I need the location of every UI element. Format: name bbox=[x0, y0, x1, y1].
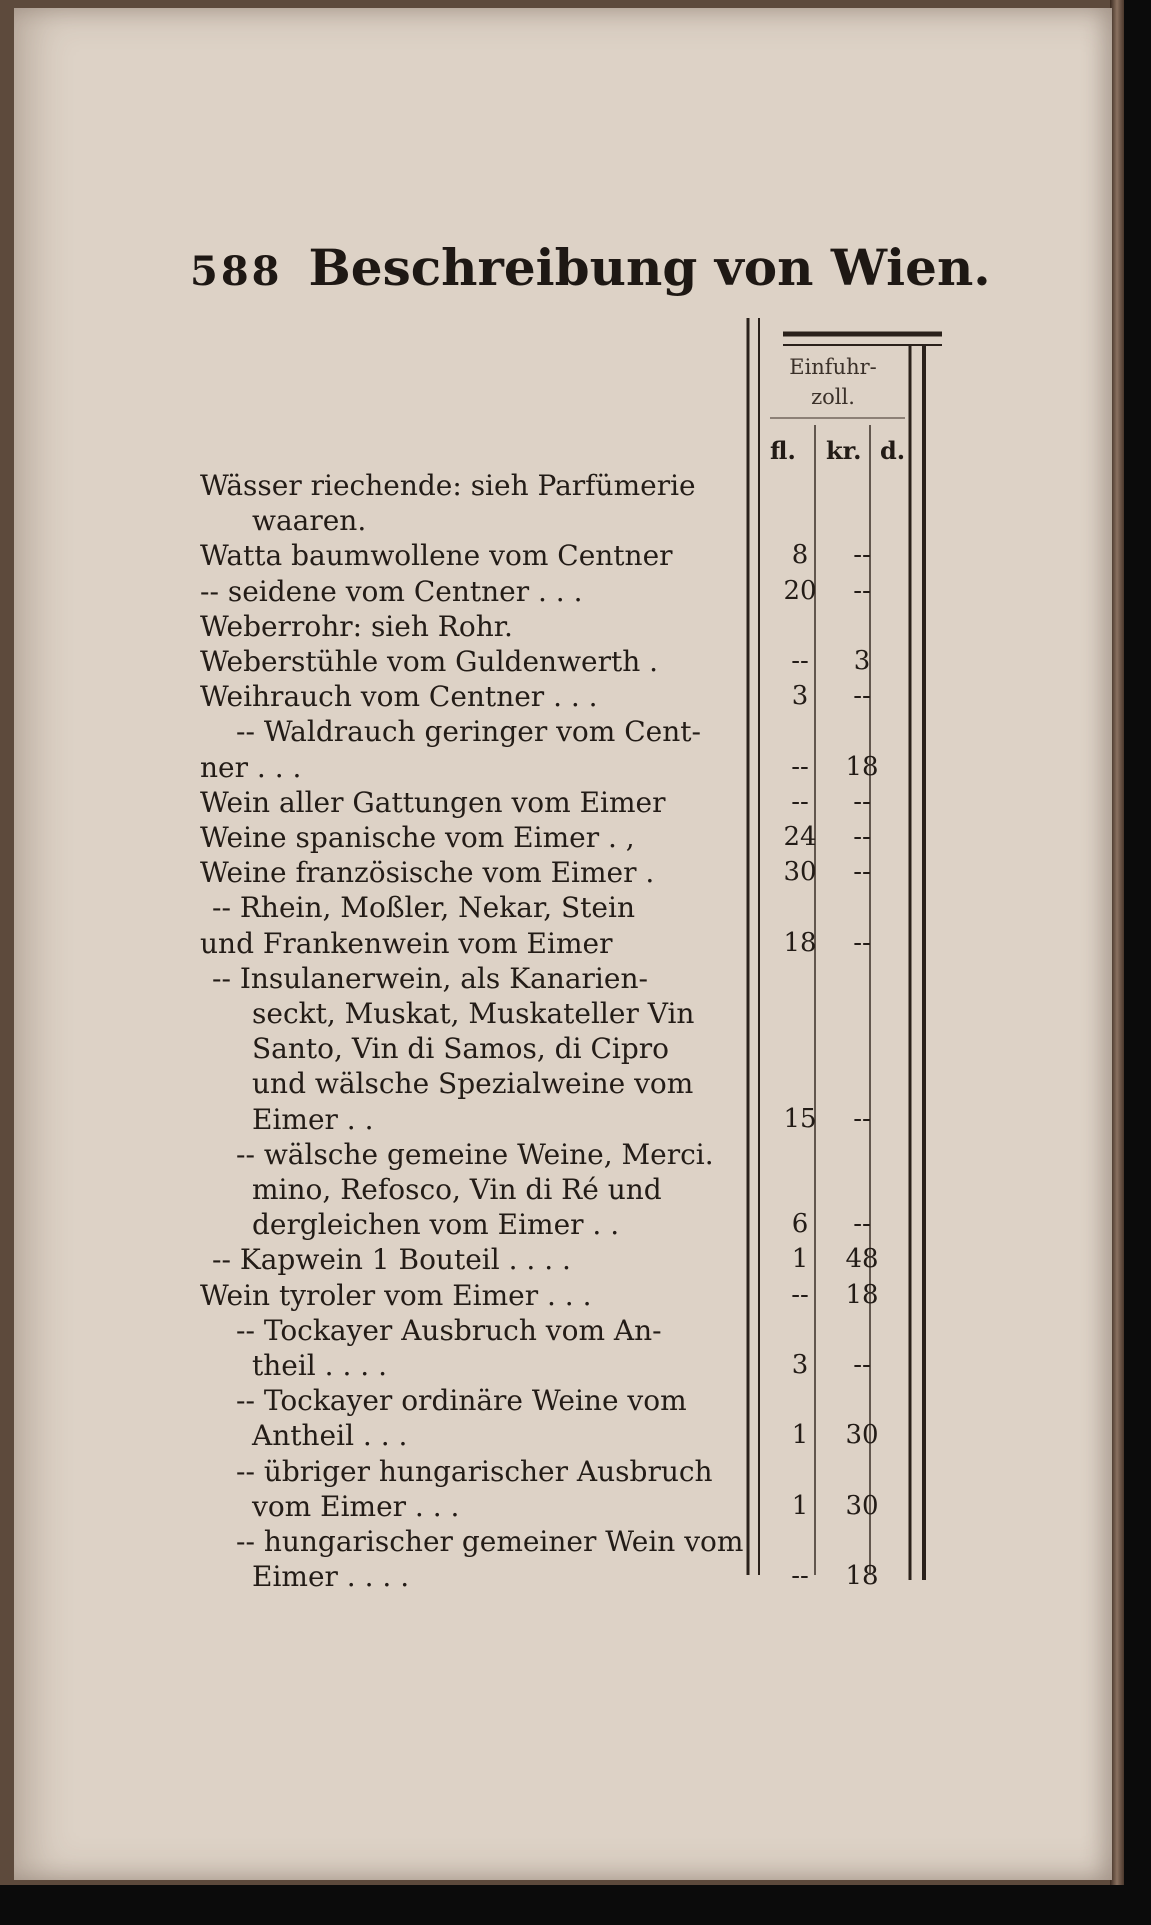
page-title: Beschreibung von Wien. bbox=[308, 238, 991, 297]
row-description: Eimer . . bbox=[252, 1102, 374, 1136]
row-description: Weine spanische vom Eimer . , bbox=[200, 821, 635, 854]
row-value-kr: -- bbox=[853, 575, 871, 606]
row-description: Watta baumwollene vom Centner bbox=[200, 539, 673, 573]
row-description: Wein aller Gattungen vom Eimer bbox=[200, 785, 666, 819]
row-value-kr: 48 bbox=[845, 1244, 879, 1275]
row-value-fl: -- bbox=[791, 751, 809, 782]
row-description: -- Kapwein 1 Bouteil . . . . bbox=[212, 1243, 571, 1277]
row-description: dergleichen vom Eimer . . bbox=[252, 1208, 620, 1242]
row-description: -- Rhein, Moßler, Nekar, Stein bbox=[212, 891, 635, 925]
row-value-fl: 24 bbox=[783, 822, 817, 852]
column-header-d: d. bbox=[880, 436, 906, 465]
row-description: Eimer . . . . bbox=[252, 1560, 410, 1594]
row-value-fl: 20 bbox=[783, 575, 817, 606]
row-value-kr: -- bbox=[853, 857, 871, 888]
row-value-kr: -- bbox=[853, 927, 871, 958]
row-description: Antheil . . . bbox=[252, 1419, 408, 1453]
row-value-kr: -- bbox=[853, 1209, 871, 1240]
row-description: Santo, Vin di Samos, di Cipro bbox=[252, 1032, 669, 1066]
row-value-fl: 1 bbox=[791, 1490, 809, 1521]
row-value-fl: 18 bbox=[783, 927, 817, 958]
row-value-kr: -- bbox=[853, 822, 871, 852]
row-description: mino, Refosco, Vin di Ré und bbox=[252, 1173, 662, 1206]
page-edge bbox=[1110, 0, 1124, 1885]
row-value-kr: -- bbox=[853, 1103, 871, 1134]
row-value-fl: 8 bbox=[791, 540, 809, 571]
row-description: waaren. bbox=[252, 504, 367, 538]
page-header bbox=[190, 238, 991, 298]
column-group-label: Einfuhr- zoll. bbox=[789, 355, 877, 409]
row-description: -- Waldrauch geringer vom Cent- bbox=[236, 715, 701, 749]
row-description: Weberstühle vom Guldenwerth . bbox=[200, 645, 659, 678]
column-group-header bbox=[778, 352, 888, 412]
row-value-kr: 30 bbox=[845, 1490, 879, 1521]
row-description: und Frankenwein vom Eimer bbox=[200, 926, 613, 960]
row-value-fl: 15 bbox=[783, 1103, 817, 1134]
row-value-fl: 1 bbox=[791, 1420, 809, 1451]
row-value-kr: 18 bbox=[845, 1561, 879, 1592]
row-value-kr: 3 bbox=[853, 646, 871, 676]
row-description: theil . . . . bbox=[252, 1349, 387, 1382]
row-description: und wälsche Spezialweine vom bbox=[252, 1067, 694, 1101]
row-value-fl: 1 bbox=[791, 1244, 809, 1275]
row-value-fl: 3 bbox=[791, 681, 809, 712]
row-value-kr: 18 bbox=[845, 751, 879, 782]
row-value-fl: -- bbox=[791, 646, 809, 676]
row-description: -- hungarischer gemeiner Wein vom bbox=[236, 1525, 744, 1558]
row-value-kr: -- bbox=[853, 1350, 871, 1380]
row-description: Weihrauch vom Centner . . . bbox=[200, 680, 598, 714]
row-value-fl: 30 bbox=[783, 857, 817, 888]
row-description: Wein tyroler vom Eimer . . . bbox=[200, 1278, 592, 1312]
row-value-fl: -- bbox=[791, 1279, 809, 1310]
row-value-kr: 30 bbox=[845, 1420, 879, 1451]
row-value-kr: -- bbox=[853, 540, 871, 571]
column-header-kr: kr. bbox=[826, 436, 862, 465]
page-number: 588 bbox=[190, 248, 283, 295]
row-description: -- seidene vom Centner . . . bbox=[200, 574, 583, 608]
row-value-kr: -- bbox=[853, 786, 871, 817]
row-value-kr: 18 bbox=[845, 1279, 879, 1310]
row-description: Wässer riechende: sieh Parfümerie bbox=[200, 469, 696, 502]
row-value-fl: -- bbox=[791, 1561, 809, 1592]
row-description: -- Tockayer ordinäre Weine vom bbox=[236, 1384, 687, 1418]
row-value-fl: -- bbox=[791, 786, 809, 817]
column-header-fl: fl. bbox=[770, 436, 796, 465]
row-value-fl: 6 bbox=[791, 1209, 809, 1240]
row-description: seckt, Muskat, Muskateller Vin bbox=[252, 997, 695, 1030]
row-description: ner . . . bbox=[200, 750, 302, 784]
row-description: Weberrohr: sieh Rohr. bbox=[200, 609, 513, 643]
row-value-kr: -- bbox=[853, 681, 871, 712]
row-value-fl: 3 bbox=[791, 1350, 809, 1380]
row-description: -- wälsche gemeine Weine, Merci. bbox=[236, 1137, 714, 1171]
row-description: Weine französische vom Eimer . bbox=[200, 856, 655, 890]
row-description: -- Tockayer Ausbruch vom An- bbox=[236, 1313, 662, 1347]
row-description: -- übriger hungarischer Ausbruch bbox=[236, 1454, 713, 1488]
row-description: -- Insulanerwein, als Kanarien- bbox=[212, 961, 648, 995]
row-description: vom Eimer . . . bbox=[252, 1489, 460, 1523]
